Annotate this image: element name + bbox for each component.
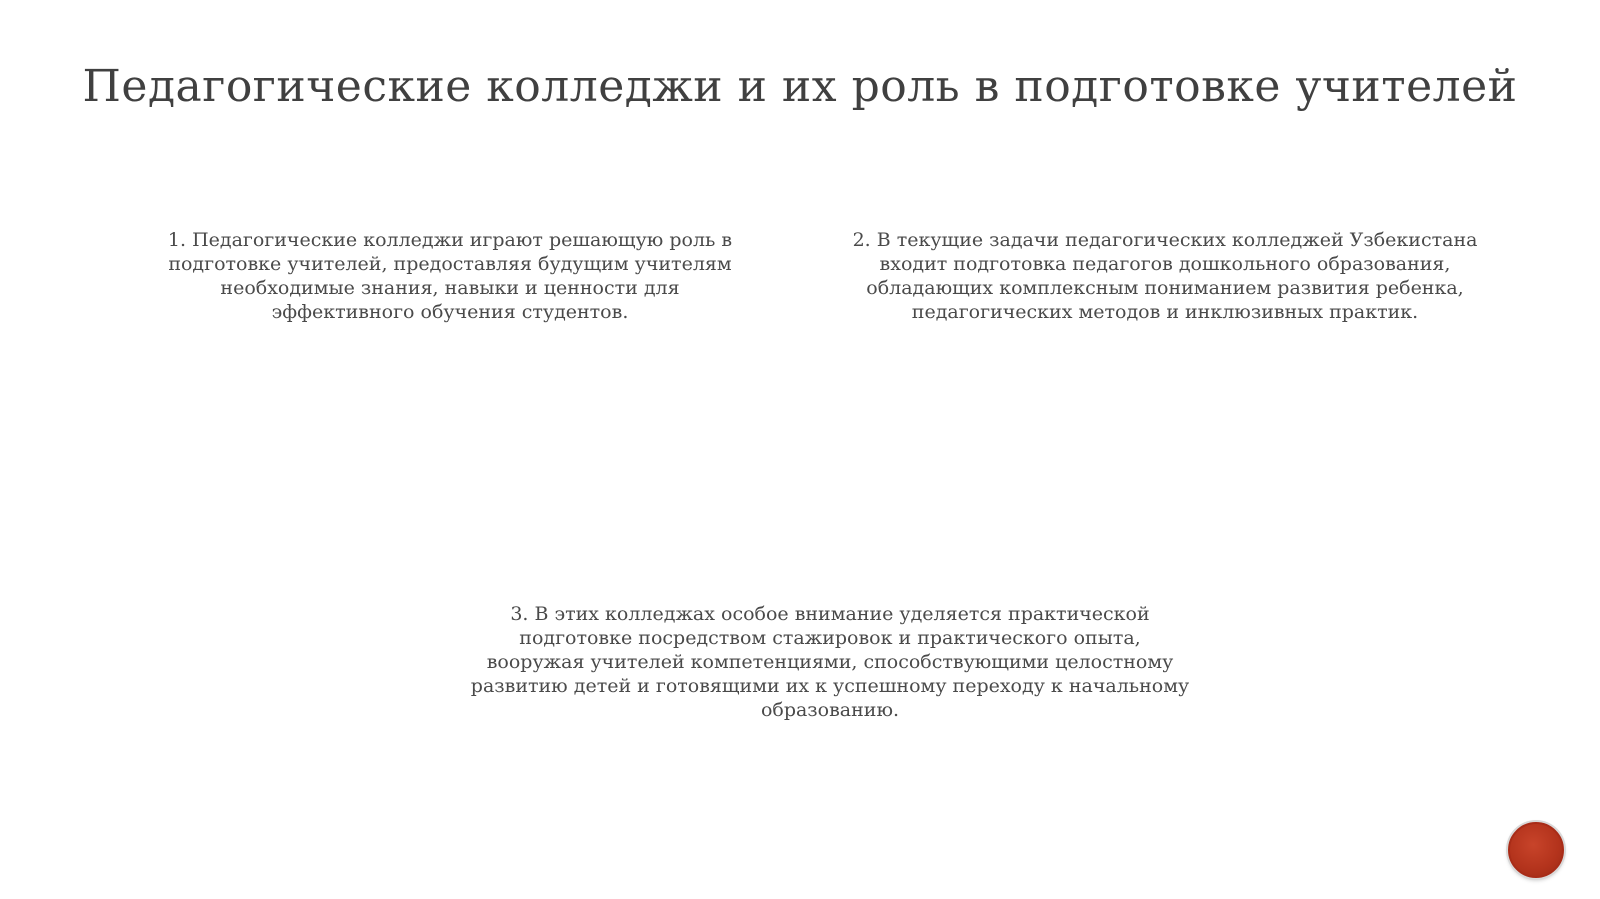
paragraph-2: 2. В текущие задачи педагогических колледжей Узбекистана входит подготовка педагогов дошкольного образования, обладающих комплексным пониманием развития ребенка, педагогических методов и инклюзивных практик. bbox=[852, 229, 1478, 323]
slide-title: Педагогические колледжи и их роль в подготовке учителей bbox=[82, 61, 1518, 112]
paragraph-1: 1. Педагогические колледжи играют решающую роль в подготовке учителей, предоставляя будущим учителям необходимые знания, навыки и ценности для эффективного обучения студентов. bbox=[167, 229, 733, 323]
slide-nav-button[interactable] bbox=[1508, 822, 1564, 878]
paragraph-3: 3. В этих колледжах особое внимание уделяется практической подготовке посредством стажировок и практического опыта, вооружая учителей компетенциями, способствующими целостному развитию детей и готовящими их к успешному переходу к начальному образованию. bbox=[470, 603, 1190, 721]
